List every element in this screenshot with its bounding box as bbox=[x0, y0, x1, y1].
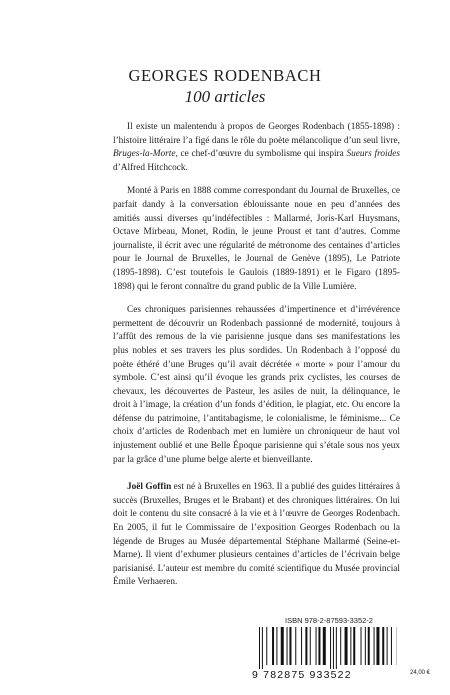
film-reference: Sueurs froides bbox=[346, 149, 400, 160]
barcode-bar bbox=[295, 627, 296, 665]
barcode-bar bbox=[330, 627, 331, 669]
barcode-bar bbox=[374, 627, 375, 665]
barcode-bar bbox=[276, 627, 277, 665]
intro-text-c: d’Alfred Hitchcock. bbox=[113, 162, 188, 173]
intro-text-b: , ce chef-d’œuvre du symbolisme qui inspira bbox=[175, 149, 347, 160]
author-bio-text: est né à Bruxelles en 1963. Il a publié des guides littéraires à succès (Bruxelles, Bruges et le Brabant) et des chroniques littéraires. On lui doit le contenu du site consacré à la vie et à l’œuvre de Georges Rodenbach. En 2005, il fut le Commissaire de l’exposition Georges Rodenbach ou la légende de Bruges au Musée départemental Stéphane Mallarmé (Seine-et-Marne). Il vient d’exhumer plusieurs centaines d’articles de l’écrivain belge parisianisé. L’auteur est membre du comité scientifique du Musée provincial Émile Verhaeren. bbox=[113, 482, 401, 588]
barcode-bar bbox=[301, 627, 302, 665]
barcode-bar bbox=[336, 627, 337, 669]
intro-text-a: Il existe un malentendu à propos de Georges Rodenbach (1855-1898) : l’histoire littéraire l’a figé dans le rôle du poète mélancolique d’un seul livre, bbox=[113, 122, 400, 146]
barcode-digits: 9 782875 933522 bbox=[252, 669, 352, 681]
barcode-bar bbox=[340, 627, 341, 665]
barcode-bar bbox=[272, 627, 274, 665]
barcode bbox=[257, 627, 397, 669]
paragraph-paris: Monté à Paris en 1888 comme correspondant du Journal de Bruxelles, ce parfait dandy à la conversation éblouissante noue en peu d’années des amitiés aussi diverses qu’indéfectibles : Mallarmé, Joris-Karl Huysmans, Octave Mirbeau, Monet, Rodin, le jeune Proust et tant d’autres. Comme journaliste, il écrit avec une régularité de métronome des centaines d’articles pour le Journal de Bruxelles, le Journal de Genève (1895), Le Patriote (1895-1898). C’est toutefois le Gaulois (1889-1891) et le Figaro (1895-1898) qui le feront connaître du grand public de la Ville Lumière. bbox=[113, 186, 400, 292]
barcode-bar bbox=[368, 627, 370, 665]
barcode-bar bbox=[305, 627, 307, 665]
barcode-bar bbox=[376, 627, 379, 665]
barcode-bar bbox=[387, 627, 388, 665]
barcode-bar bbox=[289, 627, 291, 665]
price-label: 24,00 € bbox=[410, 670, 431, 676]
barcode-bar bbox=[259, 627, 260, 669]
barcode-bar bbox=[266, 627, 267, 665]
barcode-bar bbox=[345, 627, 348, 665]
book-title: GEORGES RODENBACH bbox=[128, 66, 322, 85]
barcode-bar bbox=[262, 627, 263, 669]
paragraph-author-bio bbox=[113, 481, 400, 590]
barcode-bar bbox=[350, 627, 351, 665]
isbn-label: ISBN 978-2-87593-3352-2 bbox=[285, 616, 373, 625]
barcode-bar bbox=[365, 627, 366, 665]
barcode-bar bbox=[323, 627, 326, 665]
barcode-bar bbox=[353, 627, 355, 665]
blurb bbox=[113, 121, 400, 600]
paragraph-chroniques: Ces chroniques parisiennes rehaussées d’impertinence et d’irrévérence permettent de découvrir un Rodenbach passionné de modernité, toujours à l’affût des remous de la vie parisienne jusque dans ses manifestations les plus nobles et ses travers les plus sordides. Un Rodenbach à l’opposé du poète éthéré d’une Bruges qu’il avait décrétée « morte » pour l’amour du symbole. C’est ainsi qu’il évoque les grands prix cyclistes, les courses de chevaux, les découvertes de Pasteur, les asiles de nuit, la délinquance, le droit à l’image, la création d’un fonds d’édition, le plagiat, etc. Ou encore la défense du patrimoine, l’antitabagisme, le colonialisme, le féminisme... Ce choix d’articles de Rodenbach met en lumière un chroniqueur de haut vol injustement oublié et une Belle Époque parisienne qui s’étale sous nos yeux par la grâce d’une plume belge alerte et bienveillante. bbox=[113, 305, 400, 465]
barcode-bar bbox=[361, 627, 362, 665]
barcode-bar bbox=[287, 627, 288, 665]
barcode-bar bbox=[382, 627, 384, 665]
barcode-bar bbox=[281, 627, 284, 665]
book-subtitle: 100 articles bbox=[184, 87, 266, 106]
barcode-bar bbox=[391, 627, 392, 665]
paragraph-intro bbox=[113, 121, 400, 175]
barcode-bar bbox=[318, 627, 320, 665]
barcode-bar bbox=[316, 627, 317, 665]
author-name: Joël Goffin bbox=[127, 482, 172, 493]
barcode-bar bbox=[310, 627, 311, 665]
barcode-bar bbox=[333, 627, 334, 669]
book-reference: Bruges-la-Morte bbox=[113, 149, 176, 160]
header bbox=[0, 66, 450, 107]
